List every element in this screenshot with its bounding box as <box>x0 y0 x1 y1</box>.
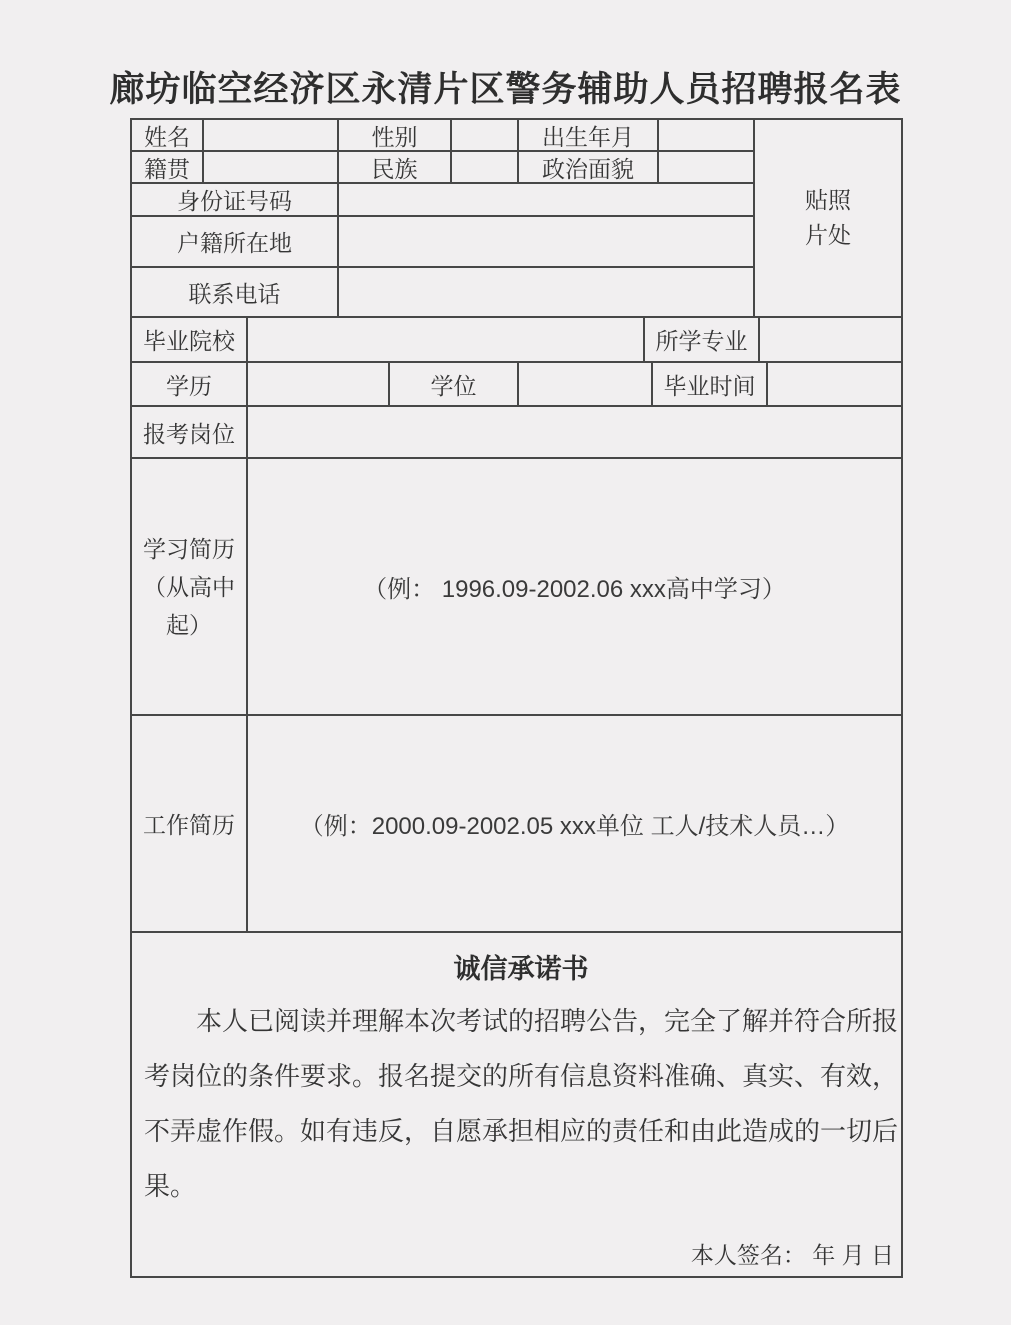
major-value-cell <box>758 318 901 361</box>
pledge-line-2: 考岗位的条件要求。报名提交的所有信息资料准确、真实、有效， <box>144 1061 899 1091</box>
id-number-value-cell <box>337 184 753 215</box>
name-value-cell <box>202 120 337 150</box>
row-pledge <box>132 933 901 1276</box>
pledge-line-1: 本人已阅读并理解本次考试的招聘公告，完全了解并符合所报 <box>196 1006 899 1036</box>
row-work-history <box>132 716 901 933</box>
signature-line: 本人签名： 年 月 日 <box>690 1242 895 1268</box>
pledge-title: 诚信承诺书 <box>453 954 589 984</box>
basic-info-section <box>132 120 901 318</box>
photo-box-label-line1: 贴照 <box>805 187 851 213</box>
ethnicity-value-cell <box>450 152 517 182</box>
photo-box <box>753 120 901 316</box>
row-school-major <box>132 318 901 363</box>
birth-label: 出生年月 <box>517 120 657 150</box>
position-label: 报考岗位 <box>143 420 235 447</box>
birth-value-cell <box>657 120 753 150</box>
row-phone <box>132 268 753 316</box>
row-name-gender-birth <box>132 120 753 152</box>
native-place-label: 籍贯 <box>144 155 190 182</box>
major-label: 所学专业 <box>643 318 758 361</box>
work-history-label: 工作简历 <box>143 812 235 838</box>
degree-label: 学位 <box>388 363 517 405</box>
pledge-line-4: 果。 <box>144 1171 197 1201</box>
row-education-degree <box>132 363 901 407</box>
school-label: 毕业院校 <box>143 328 235 354</box>
native-place-value-cell <box>202 152 337 182</box>
id-number-label: 身份证号码 <box>177 188 292 214</box>
education-label: 学历 <box>166 372 212 399</box>
pledge-section <box>132 933 910 1276</box>
study-history-example: （例： 1996.09-2002.06 xxx高中学习） <box>363 576 786 603</box>
page-title: 廊坊临空经济区永清片区警务辅助人员招聘报名表 <box>109 70 902 109</box>
education-value-cell <box>246 363 388 405</box>
school-value-cell <box>246 318 643 361</box>
political-status-value-cell <box>657 152 753 182</box>
row-native-ethnic-political <box>132 152 753 184</box>
political-status-label: 政治面貌 <box>517 152 657 182</box>
work-history-cell <box>246 716 901 931</box>
pledge-paragraph <box>132 994 910 1214</box>
study-history-cell <box>246 459 901 714</box>
row-household <box>132 217 753 268</box>
row-position <box>132 407 901 459</box>
application-form-table <box>130 118 903 1278</box>
ethnicity-label: 民族 <box>337 152 450 182</box>
work-history-example: （例：2000.09-2002.05 xxx单位 工人/技术人员…） <box>299 813 850 840</box>
household-label: 户籍所在地 <box>177 230 292 256</box>
name-label: 姓名 <box>144 123 190 150</box>
gender-label: 性别 <box>337 120 450 150</box>
graduation-value-cell <box>766 363 901 405</box>
row-study-history <box>132 459 901 716</box>
study-history-label: 学习简历 （从高中 起） <box>143 535 235 638</box>
household-value-cell <box>337 217 753 266</box>
phone-label: 联系电话 <box>188 280 281 307</box>
position-value-cell <box>246 407 901 457</box>
degree-value-cell <box>517 363 651 405</box>
pledge-line-3: 不弄虚作假。如有违反，自愿承担相应的责任和由此造成的一切后 <box>144 1116 899 1146</box>
graduation-label: 毕业时间 <box>651 363 766 405</box>
phone-value-cell <box>337 268 753 316</box>
gender-value-cell <box>450 120 517 150</box>
photo-box-label-line2: 片处 <box>805 222 851 248</box>
row-id-number <box>132 184 753 217</box>
